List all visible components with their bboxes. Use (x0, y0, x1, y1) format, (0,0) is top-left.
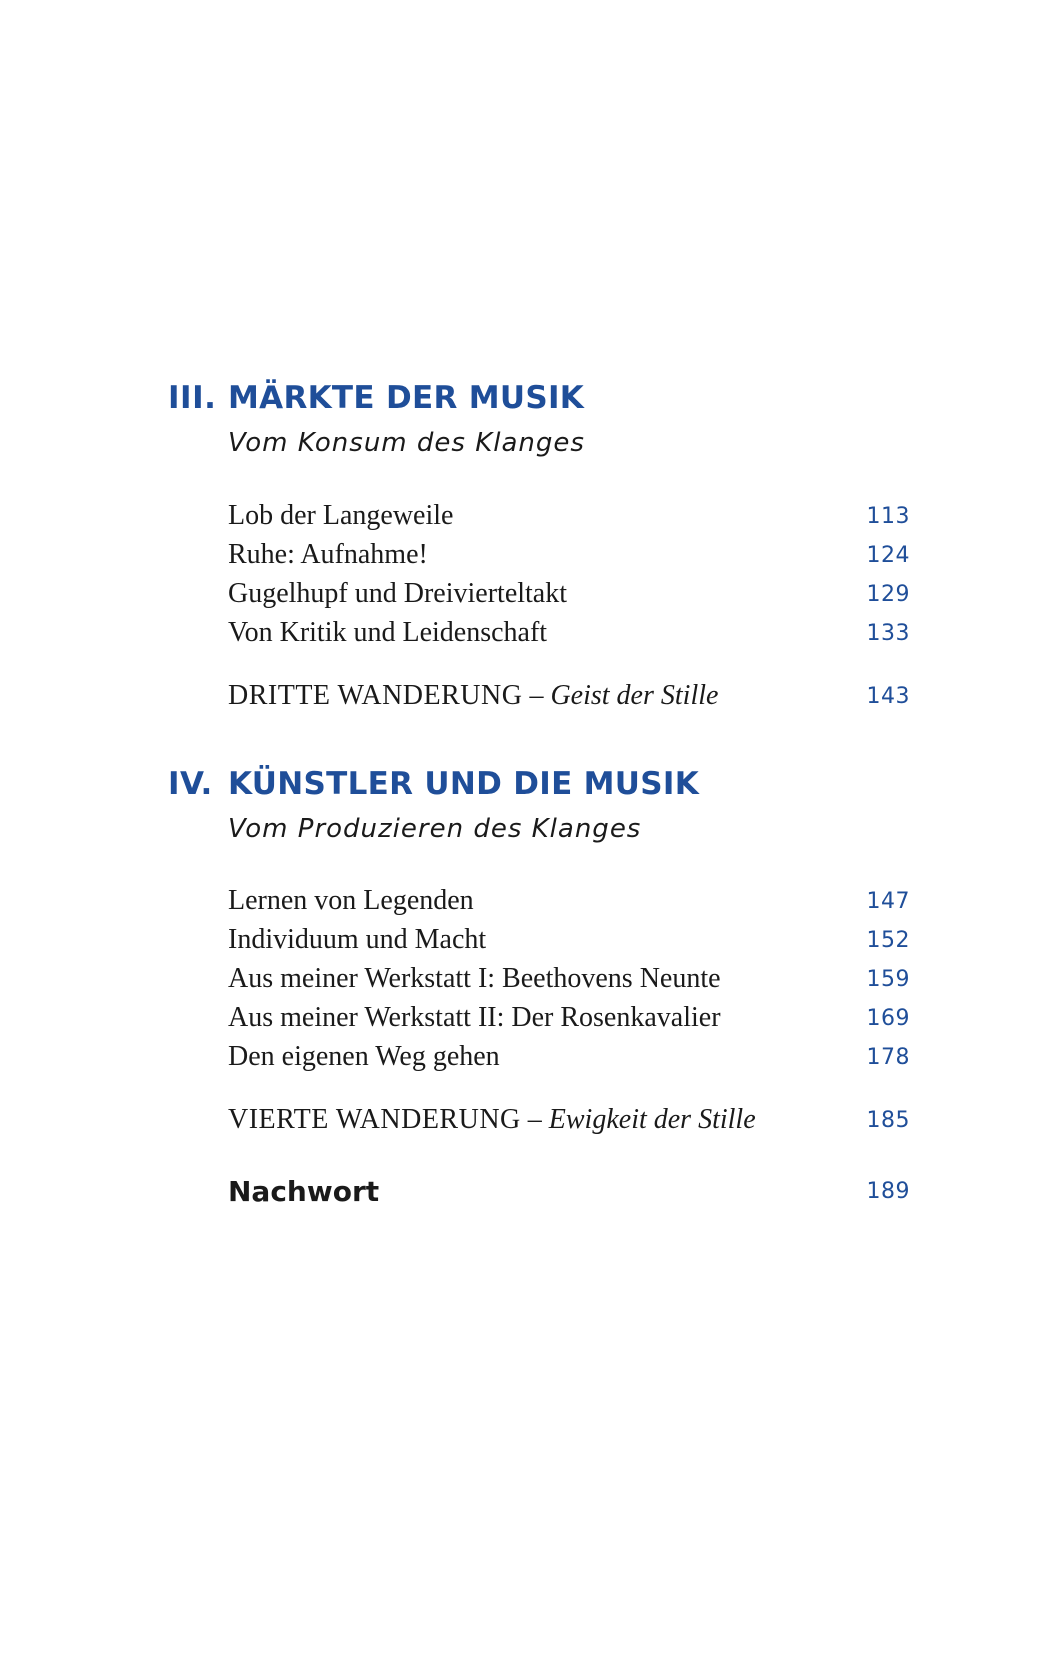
part-subtitle: Vom Produzieren des Klanges (228, 814, 642, 844)
wanderung-title (228, 1104, 756, 1136)
entry-page-number: 178 (866, 1045, 910, 1070)
entry-page-number: 189 (866, 1179, 910, 1204)
toc-entry[interactable] (228, 500, 910, 539)
entry-title: Lernen von Legenden (228, 885, 474, 916)
toc-entry-wanderung[interactable] (228, 1104, 910, 1143)
entry-title: Individuum und Macht (228, 924, 487, 955)
entry-page-number: 147 (866, 889, 910, 914)
wanderung-dash: – (527, 1104, 542, 1135)
entry-page-number: 113 (866, 504, 910, 529)
wanderung-subtitle: Geist der Stille (550, 680, 719, 711)
toc-entry-nachwort[interactable] (228, 1175, 910, 1214)
toc-entry[interactable] (228, 578, 910, 617)
entry-title: Lob der Langeweile (228, 500, 454, 531)
toc-entry[interactable] (228, 885, 910, 924)
toc-entry[interactable] (228, 963, 910, 1002)
entry-page-number: 129 (866, 582, 910, 607)
nachwort-title: Nachwort (228, 1175, 380, 1208)
wanderung-label: DRITTE WANDERUNG (228, 680, 523, 711)
toc-entry-wanderung[interactable] (228, 680, 910, 719)
toc-entry[interactable] (228, 1002, 910, 1041)
entry-page-number: 185 (866, 1108, 910, 1133)
entry-title: Von Kritik und Leidenschaft (228, 617, 548, 648)
entry-page-number: 169 (866, 1006, 910, 1031)
wanderung-label: VIERTE WANDERUNG (228, 1104, 521, 1135)
part-subtitle: Vom Konsum des Klanges (228, 428, 585, 458)
toc-entry[interactable] (228, 1041, 910, 1080)
part-title: KÜNSTLER UND DIE MUSIK (228, 766, 700, 802)
entry-title: Aus meiner Werkstatt II: Der Rosenkavalier (228, 1002, 721, 1033)
toc-entry[interactable] (228, 924, 910, 963)
wanderung-subtitle: Ewigkeit der Stille (548, 1104, 756, 1135)
entry-title: Den eigenen Weg gehen (228, 1041, 500, 1072)
part-numeral: III. (168, 380, 217, 416)
chapter-list-iv (228, 885, 910, 1080)
toc-entry[interactable] (228, 539, 910, 578)
entry-page-number: 133 (866, 621, 910, 646)
entry-title: Gugelhupf und Dreivierteltakt (228, 578, 568, 609)
part-numeral: IV. (168, 766, 213, 802)
entry-title: Ruhe: Aufnahme! (228, 539, 428, 570)
entry-title: Aus meiner Werkstatt I: Beethovens Neunte (228, 963, 721, 994)
wanderung-iii (228, 680, 910, 719)
wanderung-iv (228, 1104, 910, 1143)
entry-page-number: 143 (866, 684, 910, 709)
wanderung-title (228, 680, 718, 712)
nachwort-section (228, 1175, 910, 1214)
entry-page-number: 159 (866, 967, 910, 992)
entry-page-number: 124 (866, 543, 910, 568)
toc-entry[interactable] (228, 617, 910, 656)
part-title: MÄRKTE DER MUSIK (228, 380, 585, 416)
wanderung-dash: – (529, 680, 544, 711)
entry-page-number: 152 (866, 928, 910, 953)
chapter-list-iii (228, 500, 910, 656)
